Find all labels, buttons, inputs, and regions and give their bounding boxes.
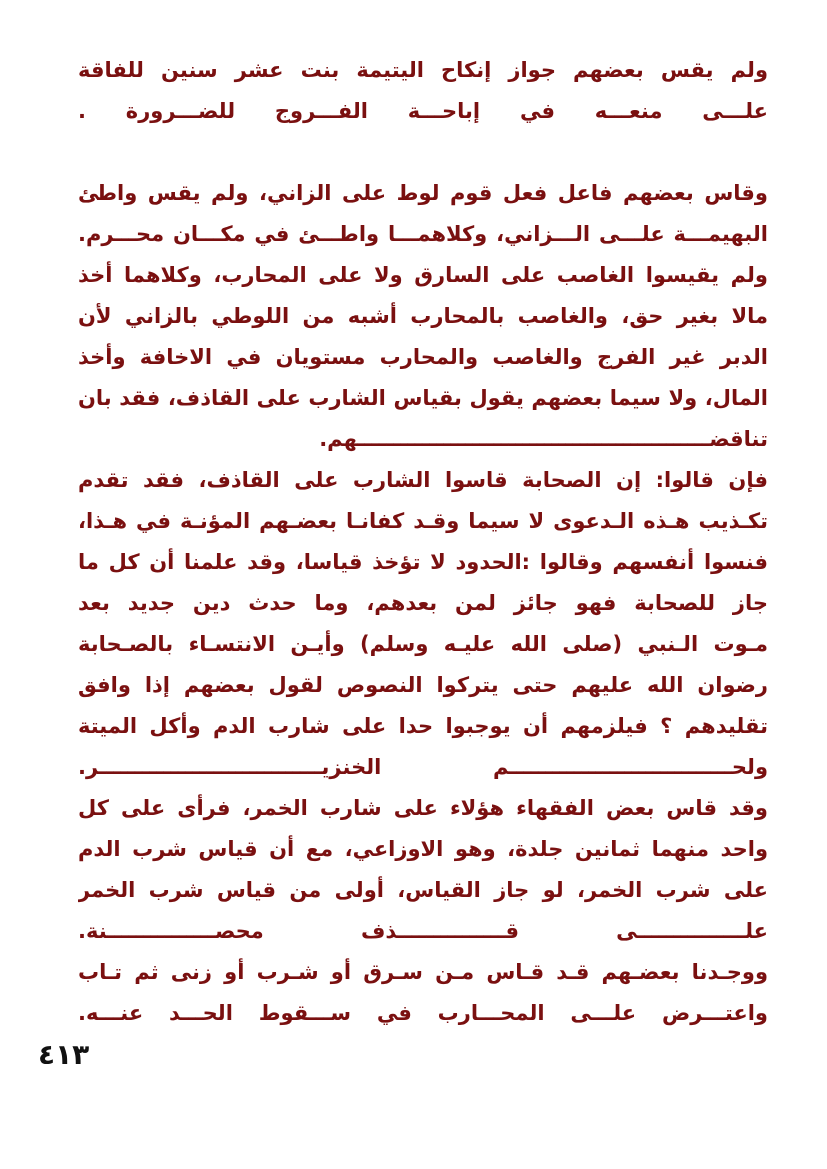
text-line: ولم يقيسوا الغاصب على السارق ولا على المحارب، وكلاهما أخذ [78,263,768,287]
text-line: ولم يقس بعضهم جواز إنكاح اليتيمة بنت عشر سنين للفاقة [78,58,768,82]
text-line: واعتـــرض علـــى المحـــارب في ســـقوط الحـــد عنـــه. [78,1001,768,1025]
text-line: تناقضـــــــــــــــــــــــــــــــــــــــــــــــــهم. [319,427,768,451]
text-line: جاز للصحابة فهو جائز لمن بعدهم، وما حدث دين جديد بعد [78,591,768,615]
text-line: تقليدهم ؟ فيلزمهم أن يوجبوا حدا على شارب الدم وأكل الميتة [78,714,768,738]
text-line: مالا بغير حق، والغاصب بالمحارب أشبه من اللوطي بالزاني لأن [78,304,768,328]
text-line: رضوان الله عليهم حتى يتركوا النصوص لقول بعضهم إذا وافق [78,673,768,697]
text-line: وقاس بعضهم فاعل فعل قوم لوط على الزاني، ولم يقس واطئ [78,181,768,205]
text-line: المال، ولا سيما بعضهم يقول بقياس الشارب على القاذف، فقد بان [78,386,768,410]
text-line: مـوت الـنبي (صلى الله عليـه وسلم) وأيـن الانتسـاء بالصـحابة [78,632,768,656]
text-line: فإن قالوا: إن الصحابة قاسوا الشارب على القاذف، فقد تقدم [78,468,768,492]
text-line: تكـذيب هـذه الـدعوى لا سيما وقـد كفانـا بعضـهم المؤنـة في هـذا، [78,509,768,533]
text-line: على شرب الخمر، لو جاز القياس، أولى من قياس شرب الخمر [78,878,768,902]
text-line: واحد منهما ثمانين جلدة، وهو الاوزاعي، مع أن قياس شرب الدم [78,837,768,861]
text-line: وقد قاس بعض الفقهاء هؤلاء على شارب الخمر، فرأى على كل [78,796,768,820]
text-line: ووجـدنا بعضـهم قـد قـاس مـن سـرق أو شـرب أو زنى ثم تـاب [78,960,768,984]
text-line: ولحـــــــــــــــــــــــــــــــم الخنزيـــــــــــــــــــــــــــــــر. [78,755,768,779]
body-text [78,50,768,1034]
text-line: فنسوا أنفسهم وقالوا :الحدود لا تؤخذ قياسا، وقد علمنا أن كل ما [78,550,768,574]
page-number: ٤١٣ [38,1038,90,1071]
text-line: علـــــــــــــــى قـــــــــــــــذف محصـــــــــــــــنة. [78,919,768,943]
text-line: الدبر غير الفرج والغاصب والمحارب مستويان في الاخافة وأخذ [78,345,768,369]
text-line: البهيمـــة علـــى الـــزاني، وكلاهمـــا واطـــئ في مكـــان محـــرم. [78,222,768,246]
blank-line [78,132,768,173]
text-line: علـــى منعـــه في إباحـــة الفـــروج للضـــرورة . [78,99,768,123]
